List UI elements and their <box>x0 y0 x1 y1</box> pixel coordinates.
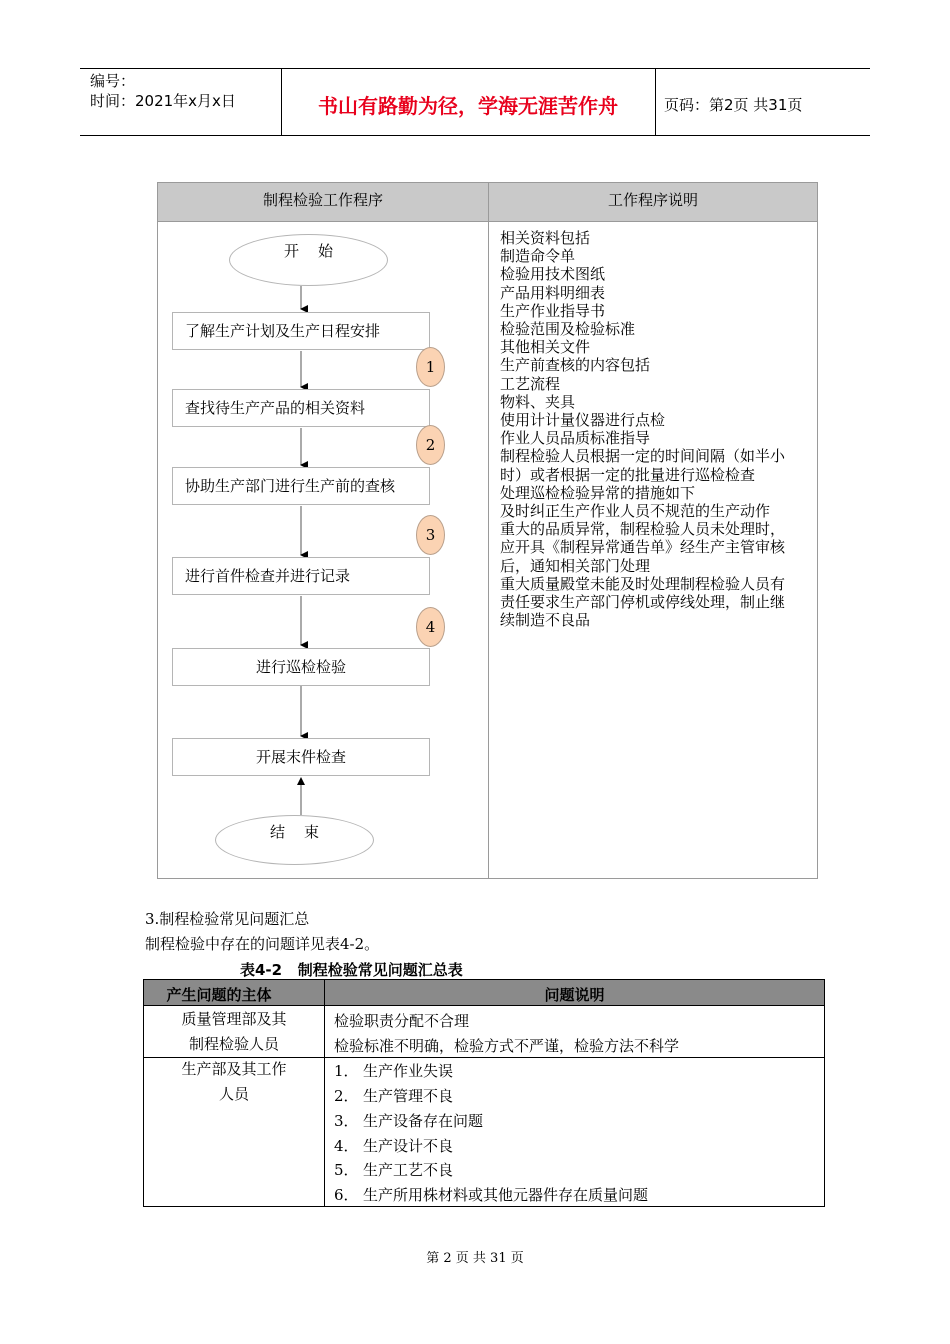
problem-item <box>334 1110 483 1131</box>
step-badge-4: 4 <box>416 607 445 647</box>
page-footer: 第 2 页 共 31 页 <box>426 1251 524 1266</box>
problem-item <box>334 1085 453 1106</box>
flow-table-col2-header: 工作程序说明 <box>607 191 698 209</box>
subject-line: 质量管理部及其 <box>181 1010 287 1028</box>
flow-table-col1-header: 制程检验工作程序 <box>262 191 383 209</box>
problem-item <box>334 1135 453 1156</box>
problem-item-number: 4． <box>334 1137 359 1155</box>
description-line: 生产前查核的内容包括 <box>500 356 651 375</box>
step-badge-1: 1 <box>416 347 445 387</box>
description-line: 制程检验人员根据一定的时间间隔（如半小 <box>500 447 786 466</box>
description-line: 重大质量殿堂未能及时处理制程检验人员有 <box>500 574 786 593</box>
flow-step-1: 了解生产计划及生产日程安排 <box>172 312 430 350</box>
problem-item-number: 2． <box>334 1087 359 1105</box>
problem-item <box>334 1010 469 1031</box>
description-line: 及时纠正生产作业人员不规范的生产动作 <box>500 502 771 521</box>
problem-table-col2-header: 问题说明 <box>544 986 605 1004</box>
description-line: 重大的品质异常，制程检验人员未处理时， <box>500 520 786 539</box>
description-line: 产品用料明细表 <box>500 283 606 302</box>
description-line: 工艺流程 <box>500 374 561 393</box>
description-line: 后，通知相关部门处理 <box>500 556 651 575</box>
flow-step-6: 开展末件检查 <box>172 738 430 776</box>
description-line: 续制造不良品 <box>500 611 591 630</box>
problem-item <box>334 1159 453 1180</box>
flow-start-label: 开 始 <box>283 242 334 260</box>
description-line: 生产作业指导书 <box>500 301 606 320</box>
header-date-label: 时间：2021年x月x日 <box>90 92 236 110</box>
flow-description <box>500 229 808 629</box>
flow-end-oval <box>215 815 374 865</box>
problem-item-text: 生产设计不良 <box>363 1137 454 1155</box>
description-line: 应开具《制程异常通告单》经生产主管审核 <box>500 538 786 557</box>
problem-subject <box>144 1007 324 1057</box>
problem-item-text: 检验标准不明确，检验方式不严谨，检验方法不科学 <box>334 1037 680 1055</box>
subject-line: 人员 <box>218 1085 249 1103</box>
problem-item-text: 生产作业失误 <box>363 1062 454 1080</box>
step-badge-3: 3 <box>416 515 445 555</box>
step-badge-2: 2 <box>416 425 445 465</box>
flow-arrow-head-up <box>297 777 305 785</box>
flow-start-oval <box>229 234 388 286</box>
section-heading: 3.制程检验常见问题汇总 <box>145 910 310 928</box>
problem-item-text: 生产所用株材料或其他元器件存在质量问题 <box>363 1186 649 1204</box>
description-line: 使用计计量仪器进行点检 <box>500 411 666 430</box>
flow-end-label: 结 束 <box>269 823 320 841</box>
problem-item-number: 1． <box>334 1062 359 1080</box>
subject-line: 制程检验人员 <box>188 1035 279 1053</box>
description-line: 检验范围及检验标准 <box>500 320 636 339</box>
description-line: 检验用技术图纸 <box>500 265 606 284</box>
table-caption: 表4-2 制程检验常见问题汇总表 <box>240 961 463 979</box>
problem-item <box>334 1060 453 1081</box>
description-line: 物料、夹具 <box>500 392 576 411</box>
problem-item-text: 生产管理不良 <box>363 1087 454 1105</box>
problem-item-number: 3． <box>334 1112 359 1130</box>
problem-item-text: 检验职责分配不合理 <box>334 1012 470 1030</box>
description-line: 时）或者根据一定的批量进行巡检检查 <box>500 465 756 484</box>
header-code-label: 编号： <box>90 72 136 90</box>
problem-item-number: 6． <box>334 1186 359 1204</box>
flow-step-5: 进行巡检检验 <box>172 648 430 686</box>
problem-table-col1-header: 产生问题的主体 <box>166 986 272 1004</box>
problem-item <box>334 1035 679 1056</box>
flow-step-3: 协助生产部门进行生产前的查核 <box>172 467 430 505</box>
description-line: 作业人员品质标准指导 <box>500 429 651 448</box>
problem-subject <box>144 1057 324 1107</box>
problem-item <box>334 1184 648 1205</box>
description-line: 相关资料包括 <box>500 229 591 247</box>
flow-step-4: 进行首件检查并进行记录 <box>172 557 430 595</box>
problem-item-number: 5． <box>334 1161 359 1179</box>
subject-line: 生产部及其工作 <box>181 1060 287 1078</box>
description-line: 其他相关文件 <box>500 338 591 357</box>
description-line: 制造命令单 <box>500 247 576 266</box>
description-line: 责任要求生产部门停机或停线处理，制止继 <box>500 593 786 612</box>
description-line: 处理巡检检验异常的措施如下 <box>500 483 696 502</box>
problem-item-text: 生产工艺不良 <box>363 1161 454 1179</box>
header-page-label: 页码：第2页 共31页 <box>664 96 803 114</box>
section-intro: 制程检验中存在的问题详见表4-2。 <box>145 935 380 953</box>
header-slogan: 书山有路勤为径，学海无涯苦作舟 <box>318 94 618 118</box>
problem-item-text: 生产设备存在问题 <box>363 1112 484 1130</box>
flow-step-2: 查找待生产产品的相关资料 <box>172 389 430 427</box>
problem-table-column-divider <box>324 980 325 1206</box>
